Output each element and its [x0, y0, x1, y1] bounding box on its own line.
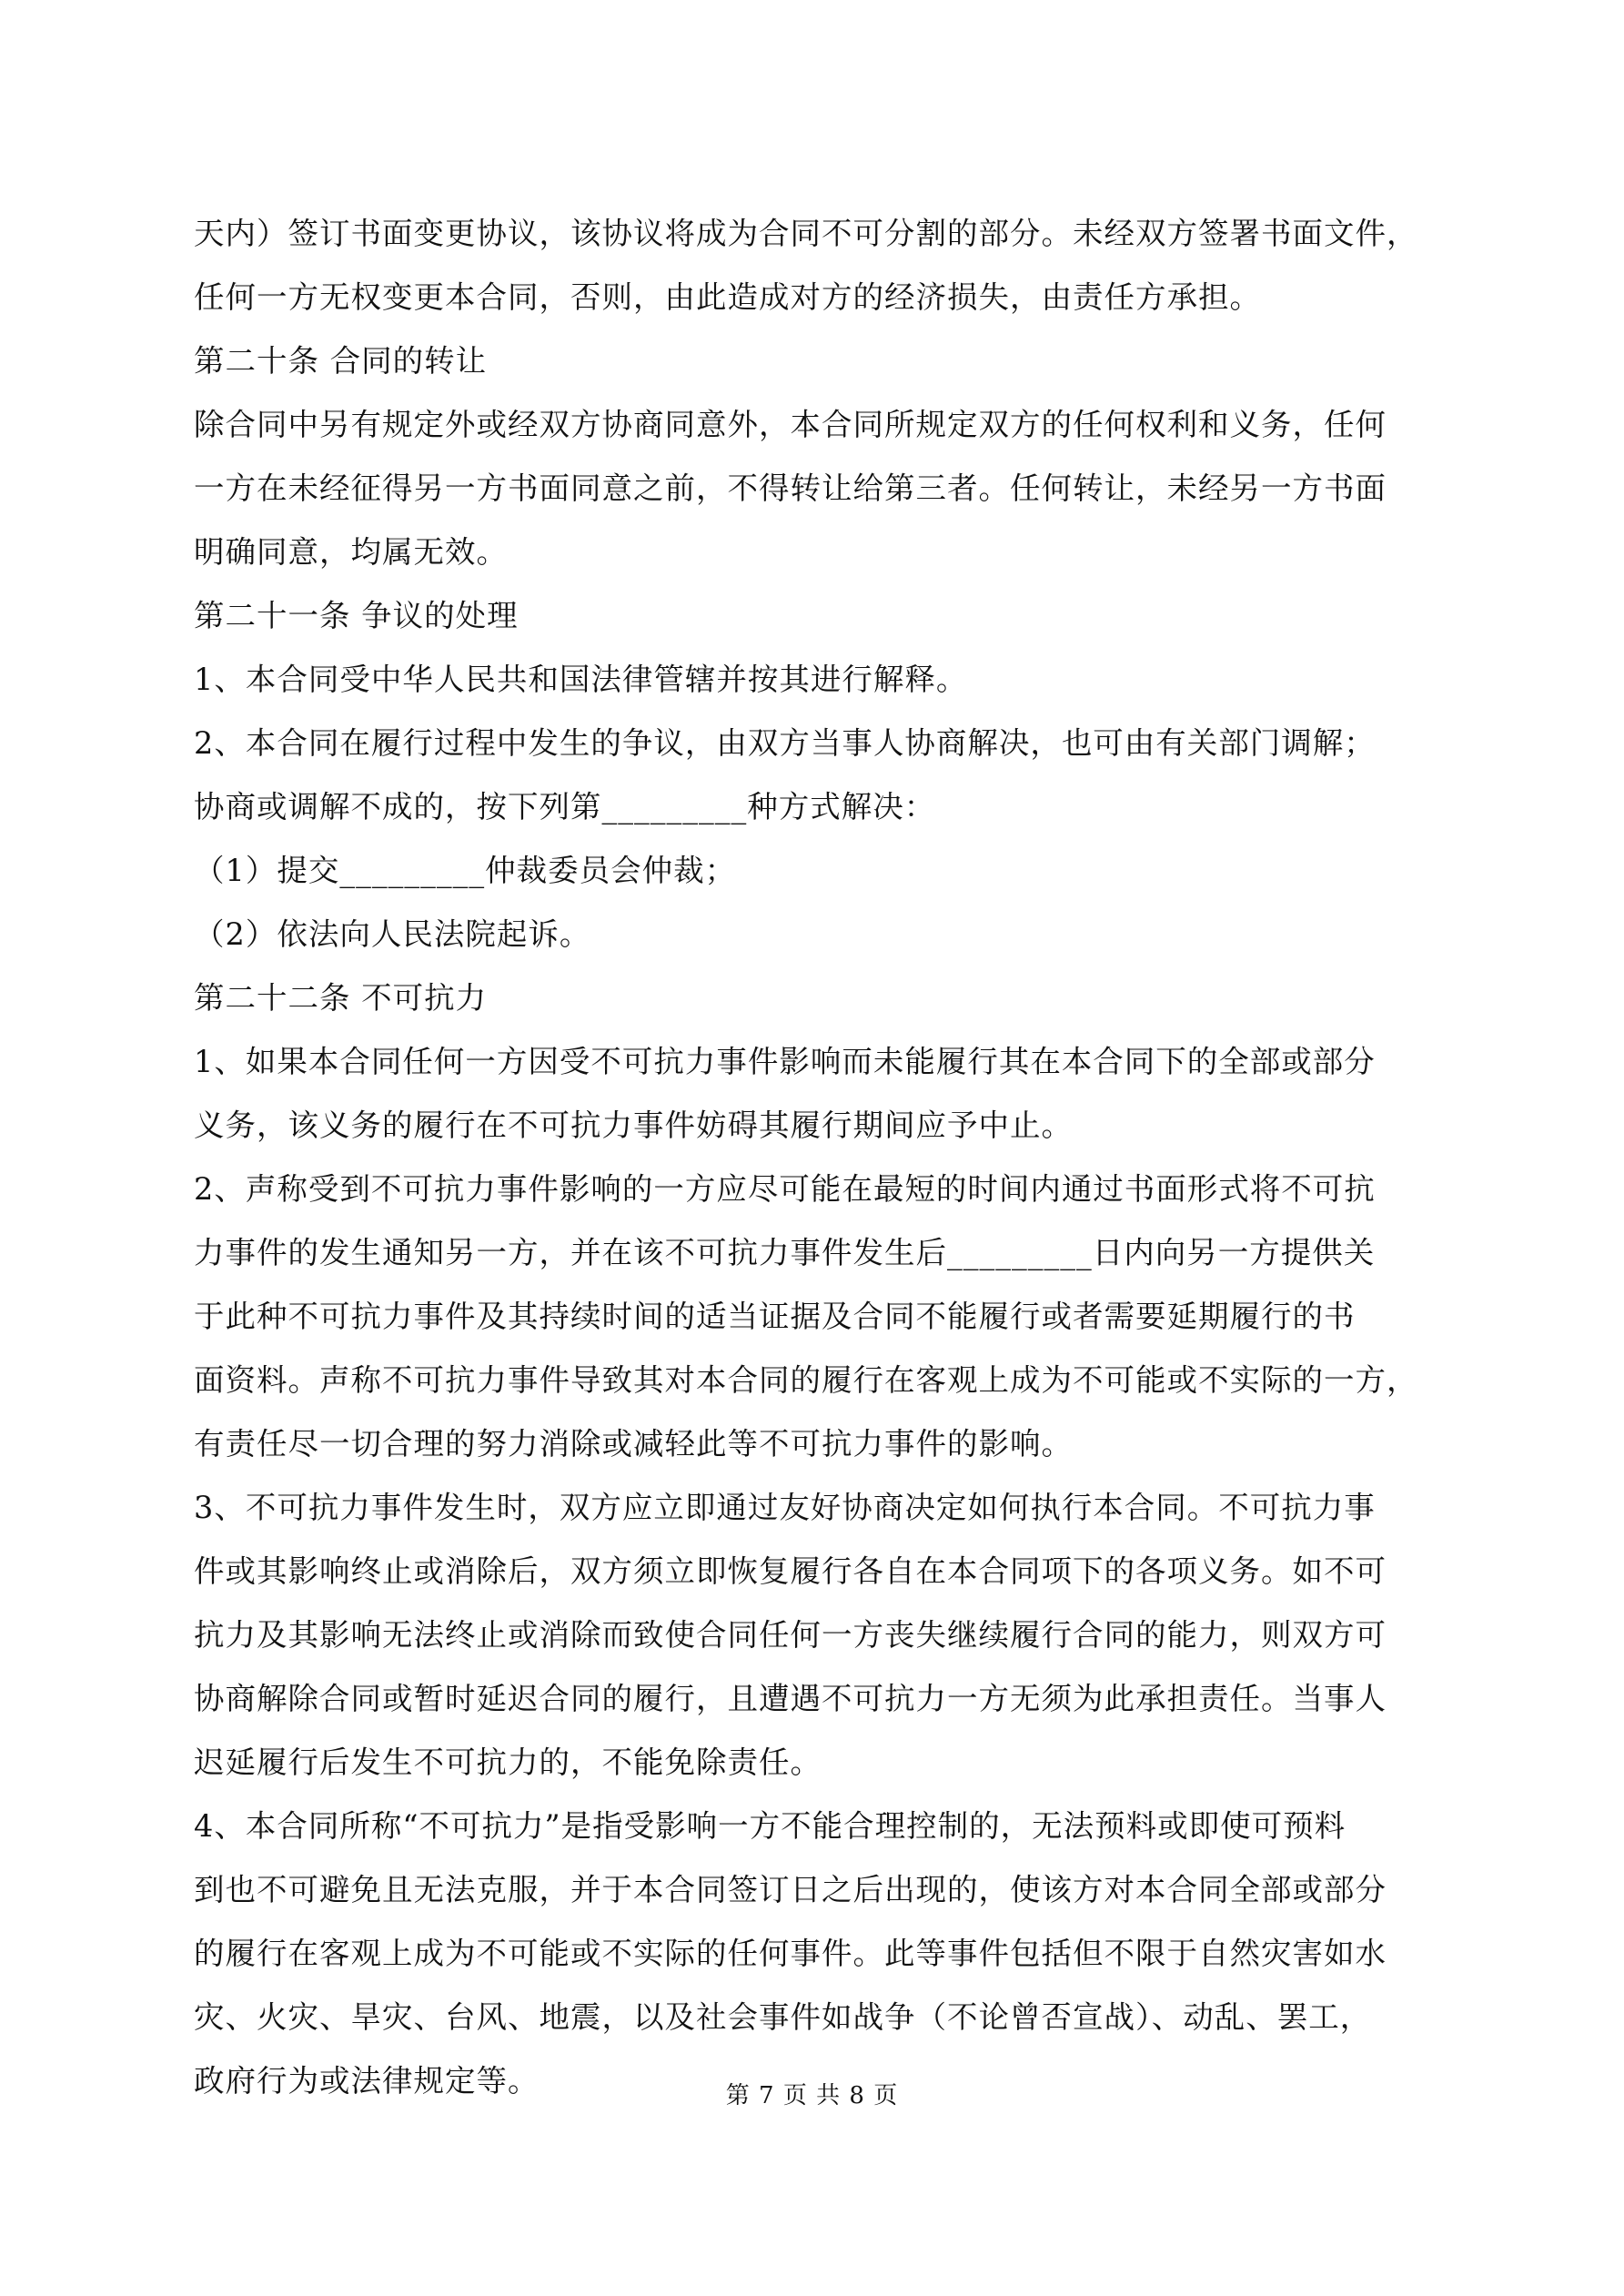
body-line: 4、本合同所称“不可抗力”是指受影响一方不能合理控制的，无法预料或即使可预料: [194, 1808, 1347, 1844]
body-line: 2、本合同在履行过程中发生的争议，由双方当事人协商解决，也可由有关部门调解；: [194, 725, 1376, 761]
body-line: 面资料。声称不可抗力事件导致其对本合同的履行在客观上成为不可能或不实际的一方，: [194, 1362, 1418, 1398]
body-line: （1）提交_________仲裁委员会仲裁；: [194, 853, 737, 888]
contract-body: [194, 202, 1436, 2113]
body-line: （2）依法向人民法院起诉。: [194, 916, 591, 952]
body-line: 迟延履行后发生不可抗力的，不能免除责任。: [194, 1745, 822, 1780]
section-heading: 第二十一条 争议的处理: [194, 598, 519, 633]
page-number-footer: 第 7 页 共 8 页: [725, 2082, 899, 2109]
body-line: 任何一方无权变更本合同，否则，由此造成对方的经济损失，由责任方承担。: [194, 279, 1261, 315]
body-line: 抗力及其影响无法终止或消除而致使合同任何一方丧失继续履行合同的能力，则双方可: [194, 1617, 1387, 1653]
section-heading: 第二十二条 不可抗力: [194, 980, 488, 1016]
body-line: 有责任尽一切合理的努力消除或减轻此等不可抗力事件的影响。: [194, 1426, 1073, 1462]
body-line: 3、不可抗力事件发生时，双方应立即通过友好协商决定如何执行本合同。不可抗力事: [194, 1490, 1376, 1525]
body-line: 协商解除合同或暂时延迟合同的履行，且遭遇不可抗力一方无须为此承担责任。当事人: [194, 1681, 1387, 1716]
body-line: 除合同中另有规定外或经双方协商同意外，本合同所规定双方的任何权利和义务，任何: [194, 407, 1387, 442]
body-line: 1、如果本合同任何一方因受不可抗力事件影响而未能履行其在本合同下的全部或部分: [194, 1044, 1376, 1079]
body-line: 件或其影响终止或消除后，双方须立即恢复履行各自在本合同项下的各项义务。如不可: [194, 1553, 1387, 1589]
body-line: 2、声称受到不可抗力事件影响的一方应尽可能在最短的时间内通过书面形式将不可抗: [194, 1171, 1376, 1207]
body-line: 天内）签订书面变更协议，该协议将成为合同不可分割的部分。未经双方签署书面文件，: [194, 216, 1418, 251]
body-line: 一方在未经征得另一方书面同意之前，不得转让给第三者。任何转让，未经另一方书面: [194, 470, 1387, 506]
section-heading: 第二十条 合同的转让: [194, 343, 488, 379]
body-line: 1、本合同受中华人民共和国法律管辖并按其进行解释。: [194, 662, 968, 697]
body-line: 力事件的发生通知另一方，并在该不可抗力事件发生后_________日内向另一方提供关: [194, 1235, 1376, 1270]
body-line: 于此种不可抗力事件及其持续时间的适当证据及合同不能履行或者需要延期履行的书: [194, 1299, 1356, 1334]
body-line: 灾、火灾、旱灾、台风、地震，以及社会事件如战争（不论曾否宣战）、动乱、罢工，: [194, 1999, 1372, 2035]
body-line: 政府行为或法律规定等。: [194, 2063, 540, 2099]
body-line: 明确同意，均属无效。: [194, 534, 508, 570]
body-line: 义务，该义务的履行在不可抗力事件妨碍其履行期间应予中止。: [194, 1108, 1073, 1143]
body-line: 到也不可避免且无法克服，并于本合同签订日之后出现的，使该方对本合同全部或部分: [194, 1872, 1387, 1907]
body-line: 协商或调解不成的，按下列第_________种方式解决：: [194, 789, 936, 824]
body-line: 的履行在客观上成为不可能或不实际的任何事件。此等事件包括但不限于自然灾害如水: [194, 1936, 1387, 1971]
